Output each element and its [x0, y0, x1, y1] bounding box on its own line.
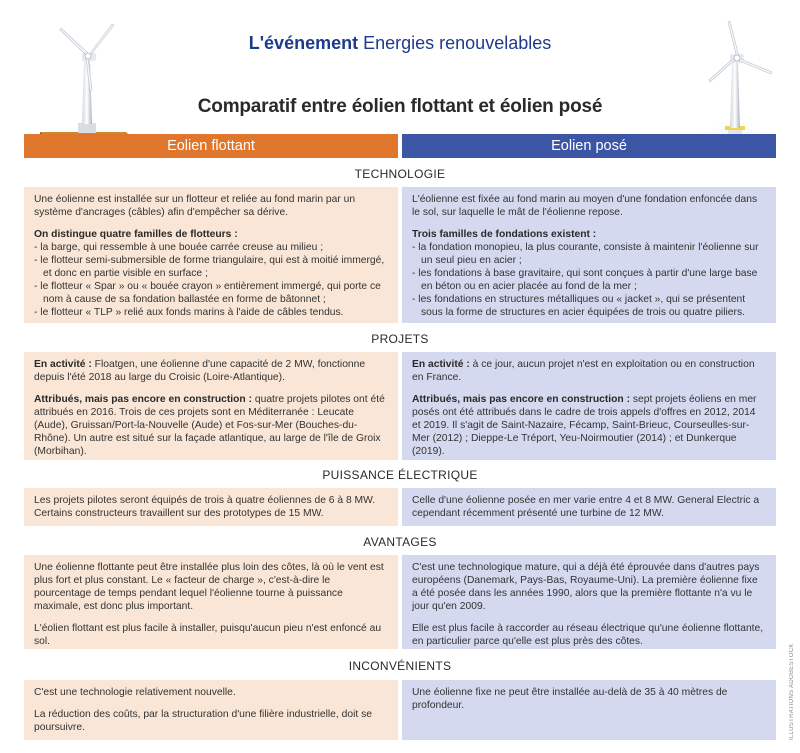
projets-flottant-cell [24, 352, 398, 460]
kicker-rest: Energies renouvelables [363, 33, 552, 53]
avantages-flottant-cell [24, 555, 398, 649]
label-en-activite: En activité : [34, 359, 92, 370]
projets-flottant-activite [34, 358, 388, 384]
list-item: - le flotteur « TLP » relié aux fonds marins à l'aide de câbles tendus. [34, 306, 388, 319]
list-item: - les fondations à base gravitaire, qui sont conçues à partir d'une large base en béton ou en acier placée au fond de la mer ; [412, 267, 766, 293]
avantages-flottant-p1: Une éolienne flottante peut être installée plus loin des côtes, là où le vent est plus fort et plus constant. Le « facteur de charge », c'est-à-dire le pourcentage de temps pendant lequel l'éolienne tourne à puissance maximale, est donc plus important. [34, 562, 384, 612]
kicker-bold: L'événement [248, 33, 359, 53]
section-title-inconvenients: INCONVÉNIENTS [348, 659, 452, 673]
technologie-pose-cell [402, 187, 776, 323]
column-headers [24, 134, 776, 158]
technologie-flottant-list-title: On distingue quatre familles de flotteurs : [34, 229, 238, 240]
puissance-flottant-text: Les projets pilotes seront équipés de trois à quatre éoliennes de 6 à 8 MW. Certains constructeurs travaillent sur des prototypes de 15 MW. [34, 495, 376, 519]
technologie-flottant-cell [24, 187, 398, 323]
header-eolien-pose: Eolien posé [402, 134, 776, 158]
inconvenients-pose-p1: Une éolienne fixe ne peut être installée au-delà de 35 à 40 mètres de profondeur. [412, 687, 728, 711]
projets-pose-attribues [412, 393, 766, 458]
section-title-avantages: AVANTAGES [363, 535, 437, 549]
projets-pose-activite-text: à ce jour, aucun projet n'est en exploitation ou en construction en France. [412, 359, 755, 383]
puissance-pose-cell [402, 488, 776, 526]
label-attribues: Attribués, mais pas encore en construction : [34, 394, 252, 405]
inconvenients-flottant-p1: C'est une technologie relativement nouvelle. [34, 687, 236, 698]
fondations-list [412, 241, 766, 319]
flotteurs-list [34, 241, 388, 319]
avantages-pose-cell [402, 555, 776, 649]
image-credit: ILLUSTRATIONS ADOBESTOCK [789, 643, 795, 740]
puissance-flottant-cell [24, 488, 398, 526]
avantages-pose-p1: C'est une technologique mature, qui a déjà été éprouvée dans d'autres pays européens (Danemark, Pays-Bas, Royaume-Uni). La première éolienne fixe a été posée dans les années 1990, alors que la première flottante n'a vu le jour qu'en 2009. [412, 562, 760, 612]
label-attribues: Attribués, mais pas encore en construction : [412, 394, 630, 405]
inconvenients-pose-cell [402, 680, 776, 740]
header-eolien-flottant: Eolien flottant [24, 134, 398, 158]
technologie-flottant-intro: Une éolienne est installée sur un flotteur et reliée au fond marin par un système d'ancrages (câbles) afin d'empêcher sa dérive. [34, 194, 356, 218]
list-item: - le flotteur semi-submersible de forme triangulaire, qui est à moitié immergé, et donc en partie visible en surface ; [34, 254, 388, 280]
section-title-puissance: PUISSANCE ÉLECTRIQUE [322, 468, 478, 482]
avantages-flottant-p2: L'éolien flottant est plus facile à installer, puisqu'aucun pieu n'est enfoncé au sol. [34, 623, 382, 647]
inconvenients-flottant-p2: La réduction des coûts, par la structuration d'une filière industrielle, doit se poursuivre. [34, 709, 372, 733]
avantages-pose-p2: Elle est plus facile à raccorder au réseau électrique qu'une éolienne flottante, en particulier parce qu'elle est plus près des côtes. [412, 623, 764, 647]
projets-flottant-attribues [34, 393, 388, 458]
list-item: - la fondation monopieu, la plus courante, consiste à maintenir l'éolienne sur un seul pieu en acier ; [412, 241, 766, 267]
projets-pose-activite [412, 358, 766, 384]
section-title-technologie: TECHNOLOGIE [354, 167, 446, 181]
label-en-activite: En activité : [412, 359, 470, 370]
projets-flottant-attribues-text: quatre projets pilotes ont été attribués en 2016. Trois de ces projets sont en Méditerranée : Leucate (Aude), Gruissan/Port-la-Nouvelle (Aude) et Fos-sur-Mer (Bouches-du-Rhône). Un autre est situé sur la façade atlantique, au large de l'île de Groix (Morbihan). [34, 394, 385, 457]
projets-pose-attribues-text: sept projets éoliens en mer posés ont été attribués dans le cadre de trois appels d'offres en 2012, 2014 et 2019. Il s'agit de Saint-Nazaire, Fécamp, Saint-Brieuc, Courseulles-sur-Mer (2012) ; Dieppe-Le Tréport, Yeu-Noirmoutier (2014) ; et Dunkerque (2019). [412, 394, 757, 457]
technologie-pose-list-title: Trois familles de fondations existent : [412, 229, 597, 240]
projets-flottant-activite-text: Floatgen, une éolienne d'une capacité de 2 MW, fonctionne depuis l'été 2018 au large du Croisic (Loire-Atlantique). [34, 359, 366, 383]
projets-pose-cell [402, 352, 776, 460]
section-title-projets: PROJETS [371, 332, 429, 346]
list-item: - les fondations en structures métalliques ou « jacket », qui se présentent sous la forme de structures en acier équipées de trois ou quatre piliers. [412, 293, 766, 319]
list-item: - le flotteur « Spar » ou « bouée crayon » entièrement immergé, qui porte ce nom à cause de sa fondation ballastée en forme de bâtonnet ; [34, 280, 388, 306]
puissance-pose-text: Celle d'une éolienne posée en mer varie entre 4 et 8 MW. General Electric a cependant récemment présenté une turbine de 12 MW. [412, 495, 760, 519]
page-title: Comparatif entre éolien flottant et éolien posé [197, 96, 603, 117]
technologie-pose-intro: L'éolienne est fixée au fond marin au moyen d'une fondation enfoncée dans le sol, sur laquelle le mât de l'éolienne repose. [412, 194, 758, 218]
inconvenients-flottant-cell [24, 680, 398, 740]
list-item: - la barge, qui ressemble à une bouée carrée creuse au milieu ; [34, 241, 388, 254]
